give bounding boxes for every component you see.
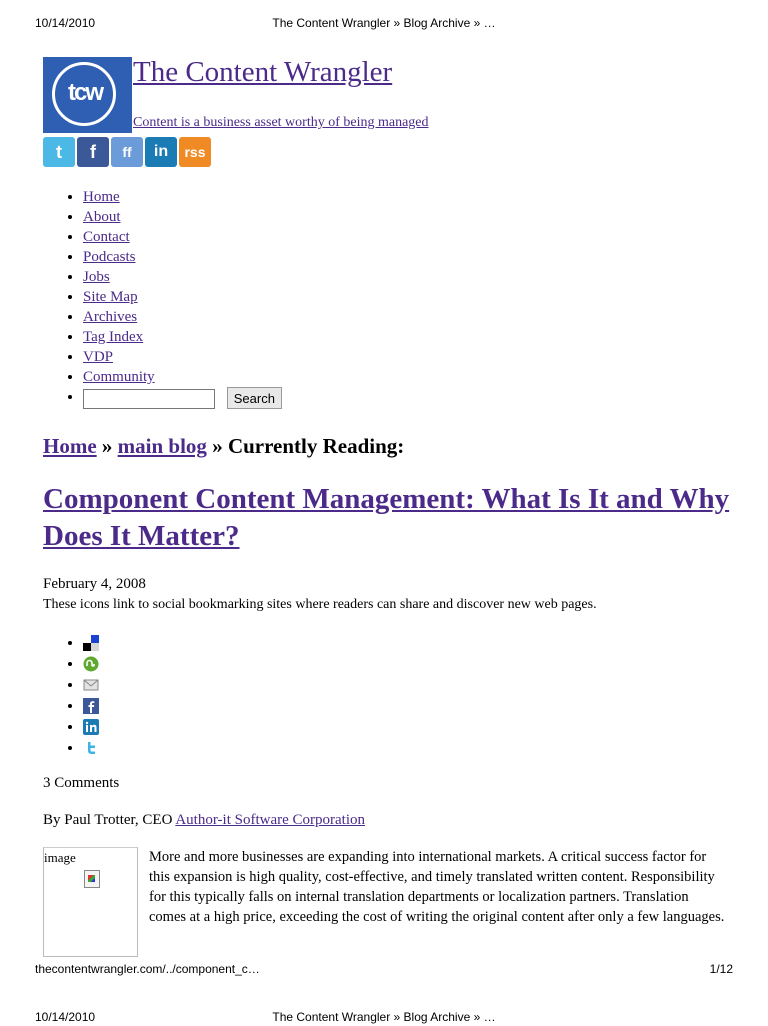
site-logo[interactable] — [43, 57, 132, 133]
nav-item-contact — [83, 227, 282, 247]
search-button[interactable]: Search — [227, 387, 282, 409]
breadcrumb-main-blog-link[interactable]: main blog — [117, 434, 207, 458]
site-tagline-link[interactable]: Content is a business asset worthy of being managed — [133, 115, 429, 130]
site-title-link[interactable]: The Content Wrangler — [133, 56, 393, 88]
nav-item-about — [83, 207, 282, 227]
nav-item-home — [83, 187, 282, 207]
social-icons — [43, 137, 213, 167]
print-date: 10/14/2010 — [35, 1010, 96, 1024]
bookmark-item — [83, 653, 99, 674]
breadcrumb-current: Currently Reading: — [227, 434, 405, 458]
linkedin-icon[interactable] — [83, 719, 99, 735]
bookmark-item — [83, 716, 99, 737]
print-date: 10/14/2010 — [35, 16, 96, 30]
nav-link-contact[interactable]: Contact — [83, 229, 130, 245]
nav-item-site-map — [83, 287, 282, 307]
bookmark-icon-list — [60, 632, 99, 758]
byline-author: By Paul Trotter, CEO — [43, 812, 176, 828]
post-image-placeholder — [43, 847, 138, 957]
bookmark-item — [83, 632, 99, 653]
breadcrumb — [43, 434, 404, 459]
broken-image-icon — [84, 870, 100, 888]
nav-link-podcasts[interactable]: Podcasts — [83, 249, 136, 265]
friendfeed-icon[interactable]: ff — [111, 137, 143, 167]
print-header — [0, 16, 768, 32]
print-page-number: 1/12 — [709, 962, 733, 976]
nav-link-about[interactable]: About — [83, 209, 121, 225]
nav-link-vdp[interactable]: VDP — [83, 349, 114, 365]
byline-company-link[interactable]: Author-it Software Corporation — [175, 812, 366, 828]
search-input[interactable] — [83, 389, 215, 409]
rss-icon[interactable]: rss — [179, 137, 211, 167]
comments-count: 3 Comments — [43, 775, 120, 791]
nav-item-podcasts — [83, 247, 282, 267]
print-title: The Content Wrangler » Blog Archive » … — [272, 1010, 496, 1024]
print-url: thecontentwrangler.com/../component_c… — [35, 962, 260, 976]
byline — [43, 812, 365, 829]
facebook-icon[interactable]: f — [77, 137, 109, 167]
nav-item-archives — [83, 307, 282, 327]
main-nav — [60, 187, 282, 411]
nav-link-community[interactable]: Community — [83, 369, 155, 385]
post-paragraph: More and more businesses are expanding into international markets. A critical success factor for this expansion is high quality, cost-effective, and timely translated written content. Responsibility for this typically falls on internal translation departments or localization partners. Translation comes at a high price, exceeding the cost of writing the original content after only a few languages. — [149, 849, 725, 925]
email-icon[interactable] — [83, 677, 99, 693]
post-date: February 4, 2008 — [43, 576, 146, 592]
twitter-icon[interactable] — [83, 740, 99, 756]
breadcrumb-home-link[interactable]: Home — [43, 434, 97, 458]
logo-text: tcw — [67, 79, 102, 106]
nav-item-jobs — [83, 267, 282, 287]
print-footer — [0, 962, 768, 978]
nav-item-vdp — [83, 347, 282, 367]
social-bookmark-note: These icons link to social bookmarking sites where readers can share and discover new web pages. — [43, 597, 597, 612]
post-title-link[interactable]: Component Content Management: What Is It and Why Does It Matter? — [43, 483, 730, 552]
facebook-icon[interactable] — [83, 698, 99, 714]
bookmark-item — [83, 674, 99, 695]
nav-item-community — [83, 367, 282, 387]
bookmark-item — [83, 737, 99, 758]
linkedin-icon[interactable]: in — [145, 137, 177, 167]
nav-item-search — [83, 387, 282, 411]
nav-link-home[interactable]: Home — [83, 189, 120, 205]
nav-link-site-map[interactable]: Site Map — [83, 289, 138, 305]
breadcrumb-separator: » — [206, 434, 228, 458]
stumbleupon-icon[interactable] — [83, 656, 99, 672]
nav-link-tag-index[interactable]: Tag Index — [83, 329, 144, 345]
print-title: The Content Wrangler » Blog Archive » … — [272, 16, 496, 30]
bookmark-item — [83, 695, 99, 716]
delicious-icon[interactable] — [83, 635, 99, 651]
image-alt-text: image — [44, 850, 76, 865]
breadcrumb-separator: » — [96, 434, 118, 458]
nav-item-tag-index — [83, 327, 282, 347]
nav-link-jobs[interactable]: Jobs — [83, 269, 110, 285]
nav-link-archives[interactable]: Archives — [83, 309, 138, 325]
twitter-icon[interactable]: t — [43, 137, 75, 167]
